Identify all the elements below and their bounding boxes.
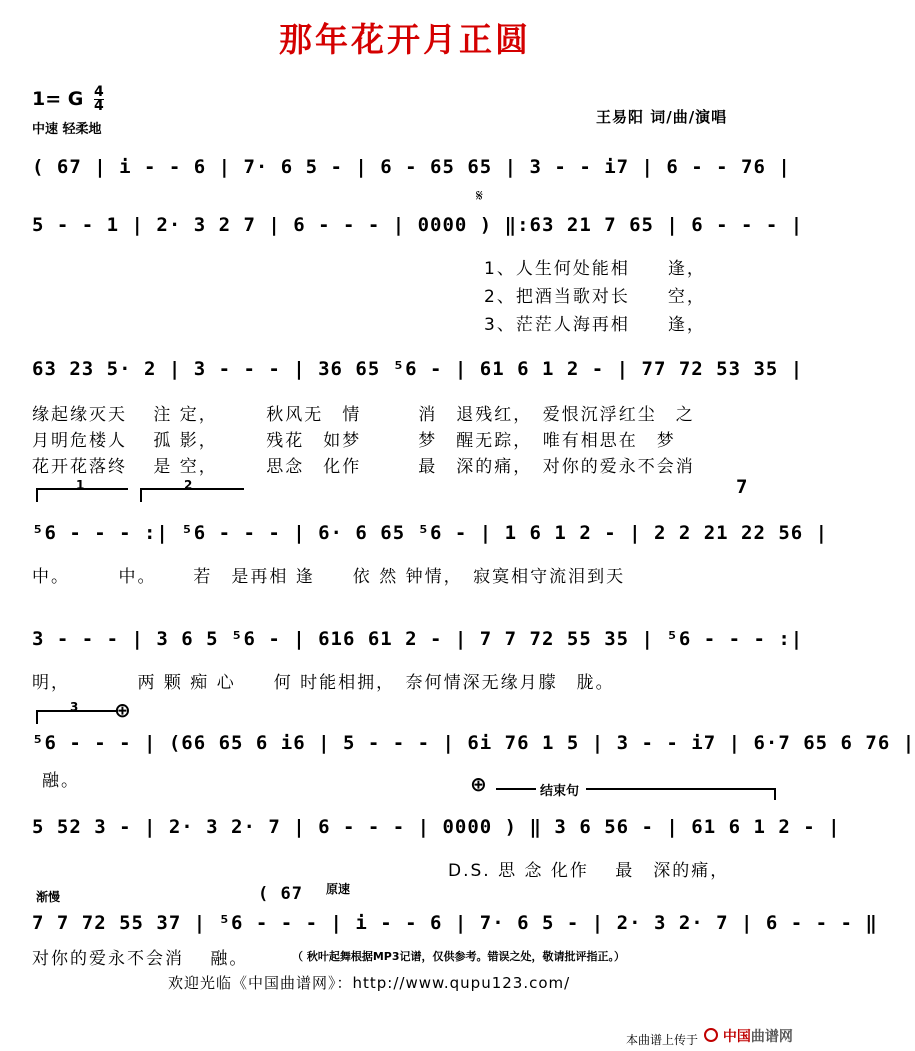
- key-signature: [32, 86, 104, 113]
- score-line-7-lyrics: D.S. 思 念 化作 最 深的痛，: [448, 861, 730, 881]
- logo-icon: [704, 1028, 718, 1042]
- score-line-4-lyrics: 中。 中。 若 是再相 逢 依 然 钟情， 寂寞相守流泪到天: [32, 567, 626, 587]
- upload-text: 本曲谱上传于: [626, 1033, 699, 1047]
- score-line-5-lyrics: 明， 两 颗 痴 心 何 时能相拥， 奈何情深无缘月朦 胧。: [32, 673, 615, 693]
- site-footer: 欢迎光临《中国曲谱网》：http://www.qupu123.com/: [168, 974, 571, 992]
- transcription-note: （ 秋叶起舞根据MP3记谱，仅供参考。错误之处，敬请批评指正。）: [292, 950, 625, 963]
- site-logo: [704, 1026, 793, 1046]
- volta-3-bracket-hook: [36, 710, 38, 724]
- ritardando-marking: 渐慢: [36, 890, 61, 904]
- volta-2-number: 2: [184, 478, 193, 492]
- page-title: 那年花开月正圆: [279, 20, 531, 59]
- author-credit: 王易阳 词/曲/演唱: [596, 108, 728, 126]
- key-label: 1= G: [32, 88, 84, 110]
- verse-label-3: 3、茫茫人海再相 逢，: [484, 315, 706, 335]
- volta-1-bracket-hook: [36, 488, 38, 502]
- ending-label: 结束句: [540, 784, 580, 799]
- score-line-3-notes: 63 23 5· 2 | 3 - - - | 36 65 ⁵6 - | 61 6 1 2 - | 77 72 53 35 |: [32, 358, 804, 380]
- volta-1-number: 1: [76, 478, 85, 492]
- brand-gray-text: 曲谱网: [750, 1029, 793, 1045]
- segno-mark: 𝄋: [476, 186, 483, 205]
- score-line-7-notes: 5 52 3 - | 2· 3 2· 7 | 6 - - - | 0000 ) ‖ 3 6 56 - | 61 6 1 2 - |: [32, 816, 841, 838]
- coda-mark-2: ⊕: [470, 772, 487, 796]
- pickup-phrase: ( 67: [258, 884, 303, 904]
- verse-label-2: 2、把酒当歌对长 空，: [484, 287, 706, 307]
- time-signature: [94, 86, 104, 113]
- volta-3-number: 3: [70, 700, 79, 714]
- volta-2-bracket-hook: [140, 488, 142, 502]
- pickup-note: 7: [736, 476, 749, 498]
- score-line-3-lyrics-1: 缘起缘灭天 注 定， 秋风无 情 消 退残红， 爱恨沉浮红尘 之: [32, 405, 695, 425]
- score-line-1: ( 67 | i - - 6 | 7· 6 5 - | 6 - 65 65 | 3 - - i7 | 6 - - 76 |: [32, 156, 791, 178]
- time-signature-top: 4: [93, 84, 104, 100]
- score-line-6-notes: ⁵6 - - - | (66 65 6 i6 | 5 - - - | 6i 76 1 5 | 3 - - i7 | 6·7 65 6 76 |: [32, 732, 915, 754]
- coda-mark-1: ⊕: [114, 698, 131, 722]
- score-line-3-lyrics-2: 月明危楼人 孤 影， 残花 如梦 梦 醒无踪， 唯有相思在 梦: [32, 431, 676, 451]
- ending-line-left: [496, 788, 536, 790]
- a-tempo-marking: 原速: [326, 882, 351, 896]
- score-line-3-lyrics-3: 花开花落终 是 空， 思念 化作 最 深的痛， 对你的爱永不会消: [32, 457, 695, 477]
- tempo-marking: 中速 轻柔地: [32, 122, 102, 137]
- time-signature-bottom: 4: [93, 98, 104, 114]
- ending-line-hook: [774, 788, 776, 800]
- score-line-2: 5 - - 1 | 2· 3 2 7 | 6 - - - | 0000 ) ‖:63 21 7 65 | 6 - - - |: [32, 214, 804, 236]
- score-line-5-notes: 3 - - - | 3 6 5 ⁵6 - | 616 61 2 - | 7 7 72 55 35 | ⁵6 - - - :|: [32, 628, 804, 650]
- ending-line-right: [586, 788, 776, 790]
- verse-label-1: 1、人生何处能相 逢，: [484, 259, 706, 279]
- score-line-6-lyrics: 融。: [42, 771, 80, 791]
- score-line-4-notes: ⁵6 - - - :| ⁵6 - - - | 6· 6 65 ⁵6 - | 1 6 1 2 - | 2 2 21 22 56 |: [32, 522, 829, 544]
- brand-red-text: 中国: [722, 1029, 751, 1045]
- score-line-8-notes: 7 7 72 55 37 | ⁵6 - - - | i - - 6 | 7· 6 5 - | 2· 3 2· 7 | 6 - - - ‖: [32, 912, 878, 934]
- score-line-8-lyrics: 对你的爱永不会消 融。: [32, 949, 249, 969]
